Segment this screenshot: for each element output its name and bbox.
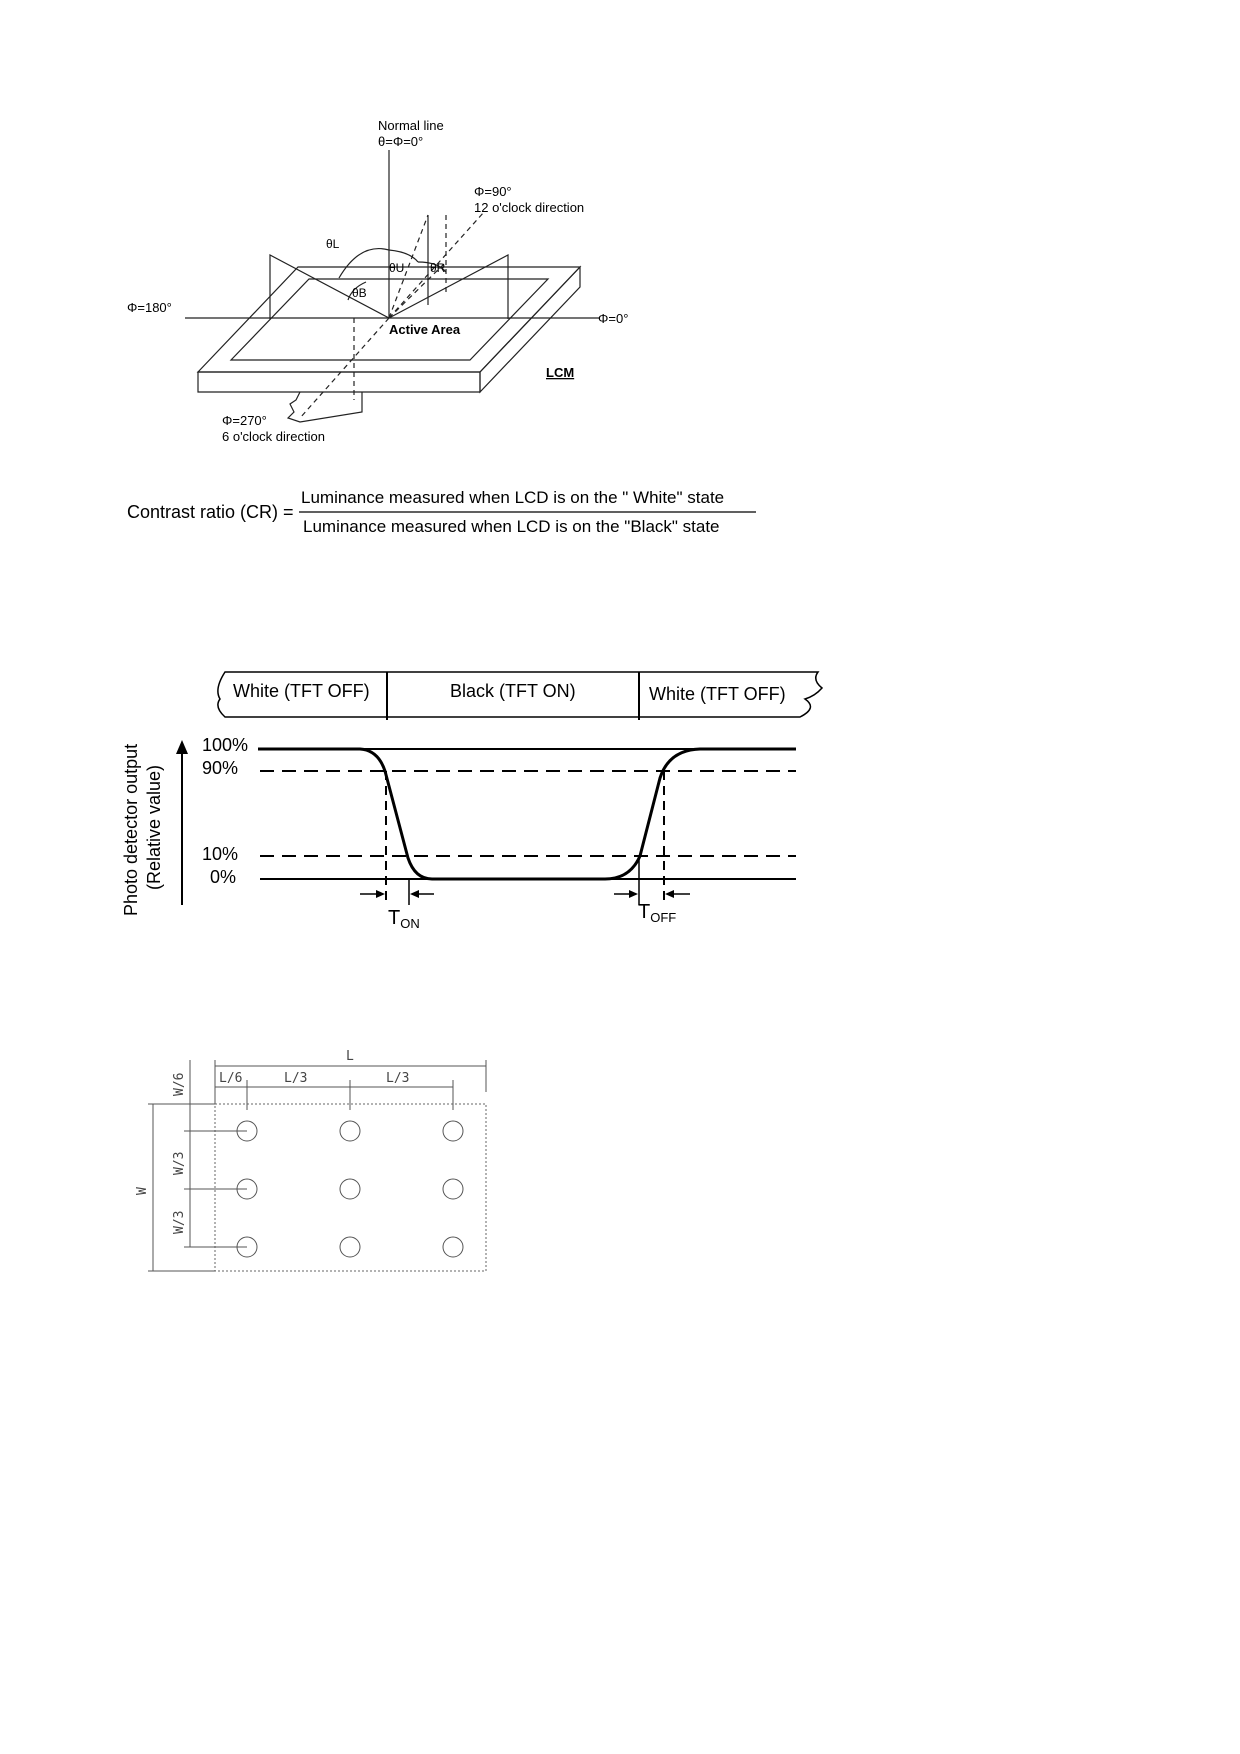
toff-label: $T_{OFF}$ — [638, 901, 677, 925]
y-axis-arrowhead — [176, 740, 188, 754]
measure-point-3 — [443, 1121, 463, 1141]
theta-b-label: θB — [352, 286, 367, 300]
y-axis-label-1: Photo detector output — [121, 743, 141, 916]
lcm-label: LCM — [546, 365, 575, 380]
ton-label: $T_{ON}$ — [388, 907, 420, 931]
dim-W3b-label: W/3 — [172, 1210, 187, 1234]
measure-point-2 — [340, 1121, 360, 1141]
contrast-ratio-label: Contrast ratio (CR) = — [127, 502, 294, 522]
panel-outline — [215, 1104, 486, 1271]
normal-angles-label: θ=Φ=0° — [378, 134, 424, 149]
cone-right — [389, 255, 508, 319]
tick-10: 10% — [202, 844, 239, 864]
contrast-numerator: Luminance measured when LCD is on the " White" state — [301, 488, 725, 507]
theta-l-arc — [339, 249, 389, 278]
dim-L6-label: L/6 — [219, 1071, 243, 1086]
measure-point-5 — [340, 1179, 360, 1199]
state-white-right: White (TFT OFF) — [649, 684, 786, 704]
measure-point-6 — [443, 1179, 463, 1199]
normal-line-label: Normal line — [378, 118, 444, 133]
viewing-angle-diagram — [127, 118, 628, 444]
state-white-left: White (TFT OFF) — [233, 681, 370, 701]
contrast-denominator: Luminance measured when LCD is on the "Black" state — [303, 517, 720, 536]
tick-100: 100% — [202, 735, 249, 755]
lcm-cable — [288, 392, 362, 422]
dim-W6-label: W/6 — [172, 1072, 187, 1096]
measure-point-9 — [443, 1237, 463, 1257]
measure-point-8 — [340, 1237, 360, 1257]
ton-arrowhead-left — [376, 890, 385, 898]
theta-u-label: θU — [389, 261, 405, 275]
ton-arrowhead-right — [410, 890, 419, 898]
contrast-ratio-formula — [127, 488, 756, 536]
phi0-label: Φ=0° — [598, 311, 629, 326]
theta-r-label: θR — [430, 261, 446, 275]
phi90-label: Φ=90° — [474, 184, 512, 199]
phi180-label: Φ=180° — [127, 300, 172, 315]
toff-arrowhead-right — [665, 890, 674, 898]
dim-L-label: L — [346, 1049, 354, 1064]
phi270-direction — [300, 318, 389, 418]
tick-0: 0% — [210, 867, 237, 887]
state-black: Black (TFT ON) — [450, 681, 576, 701]
toff-arrowhead-left — [629, 890, 638, 898]
dim-W3a-label: W/3 — [172, 1151, 187, 1175]
response-curve — [258, 749, 796, 879]
phi270-label: Φ=270° — [222, 413, 267, 428]
dim-L3b-label: L/3 — [386, 1071, 410, 1086]
theta-l-label: θL — [326, 237, 340, 251]
response-time-diagram — [121, 672, 822, 931]
measurement-points-diagram — [135, 1049, 486, 1271]
active-area-label: Active Area — [389, 322, 461, 337]
dim-L3a-label: L/3 — [284, 1071, 308, 1086]
direction-6-label: 6 o'clock direction — [222, 429, 325, 444]
cone-left — [270, 255, 389, 319]
y-axis-label-2: (Relative value) — [144, 764, 164, 890]
tick-90: 90% — [202, 758, 239, 778]
direction-12-label: 12 o'clock direction — [474, 200, 585, 215]
dim-W-label: W — [135, 1187, 150, 1195]
